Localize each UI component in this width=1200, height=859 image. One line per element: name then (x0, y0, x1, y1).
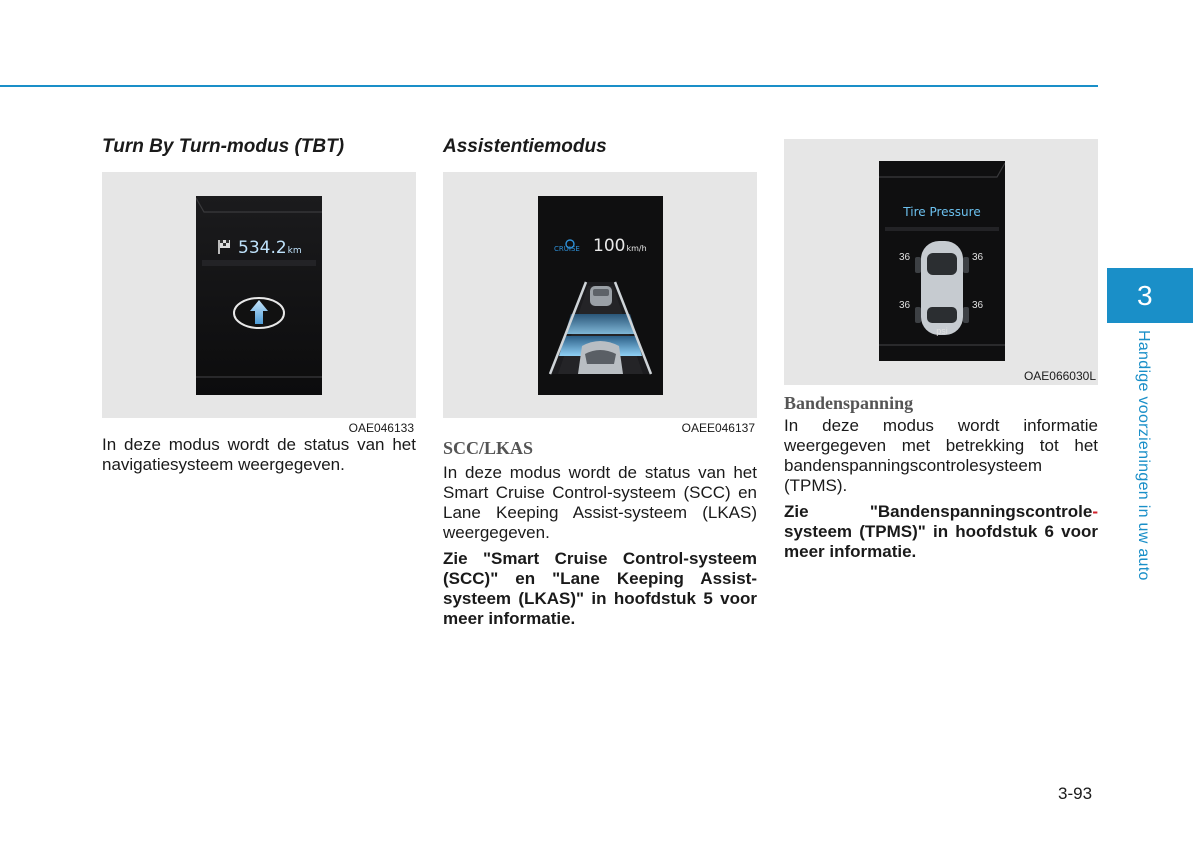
column-tpms (784, 139, 1098, 562)
tire-pressure-front-right: 36 (972, 252, 984, 263)
column-tbt (102, 135, 416, 475)
tire-pressure-front-left: 36 (899, 252, 911, 263)
reference-tpms (784, 502, 1098, 562)
heading-assist: Assistentiemodus (443, 136, 607, 157)
set-speed-value: 100 (593, 236, 626, 256)
subheading-tpms: Bandenspanning (784, 393, 914, 413)
column-assist (443, 135, 757, 629)
chapter-tab (1107, 268, 1193, 323)
lead-car-icon (590, 286, 612, 306)
page-number: 3-93 (1058, 784, 1093, 803)
set-speed (593, 236, 647, 256)
cluster-screen-tpms (879, 161, 1005, 361)
tire-pressure-rear-right: 36 (972, 300, 984, 311)
tpms-unit: psi (936, 326, 948, 336)
subheading-scc-lkas: SCC/LKAS (443, 438, 534, 458)
set-speed-unit: km/h (626, 244, 647, 253)
figure-code-tbt: OAE046133 (348, 421, 414, 435)
figure-tbt (102, 172, 416, 435)
figure-code-tpms: OAE066030L (1023, 369, 1096, 383)
car-top-view-icon (915, 241, 969, 335)
body-tbt: In deze modus wordt de status van het navigatiesysteem weergegeven. (102, 435, 416, 474)
reference-scc-lkas: Zie "Smart Cruise Control-systeem (SCC)" en "Lane Keeping Assist-systeem (LKAS)" in hoofdstuk 5 voor meer informatie. (443, 549, 757, 628)
body-scc-lkas: In deze modus wordt de status van het Smart Cruise Control-systeem (SCC) en Lane Keeping Assist-systeem (LKAS) weergegeven. (443, 463, 757, 542)
cluster-screen-tbt (196, 196, 322, 395)
reference-tpms-part2: systeem (TPMS)" in hoofdstuk 6 voor meer informatie. (784, 522, 1098, 561)
reference-tpms-part1: Zie "Bandenspanningscontrole (784, 502, 1093, 521)
cruise-label: CRUISE (554, 245, 580, 253)
chapter-number: 3 (1137, 279, 1153, 311)
tbt-distance-value: 534.2 (238, 238, 287, 258)
cluster-screen-assist (538, 196, 663, 395)
lane-band-1 (565, 314, 636, 334)
cluster-screen-tbt-art (196, 196, 322, 395)
figure-code-assist: OAEE046137 (681, 421, 755, 435)
figure-tpms (784, 139, 1098, 385)
heading-tbt: Turn By Turn-modus (TBT) (102, 136, 345, 157)
cluster-screen-assist-art (538, 196, 663, 395)
tpms-screen-title: Tire Pressure (903, 205, 981, 219)
body-tpms: In deze modus wordt informatie weergegeven met betrekking tot het bandenspanningscontrolesysteem (TPMS). (784, 416, 1098, 495)
own-car-icon (578, 341, 623, 374)
tbt-distance (238, 238, 302, 258)
figure-assist (443, 172, 757, 435)
reference-tpms-hyphen: - (1092, 502, 1098, 521)
top-rule (0, 85, 1098, 87)
tbt-distance-unit: km (287, 246, 302, 256)
tire-pressure-rear-left: 36 (899, 300, 911, 311)
chapter-title: Handige voorzieningen in uw auto (1135, 330, 1152, 581)
